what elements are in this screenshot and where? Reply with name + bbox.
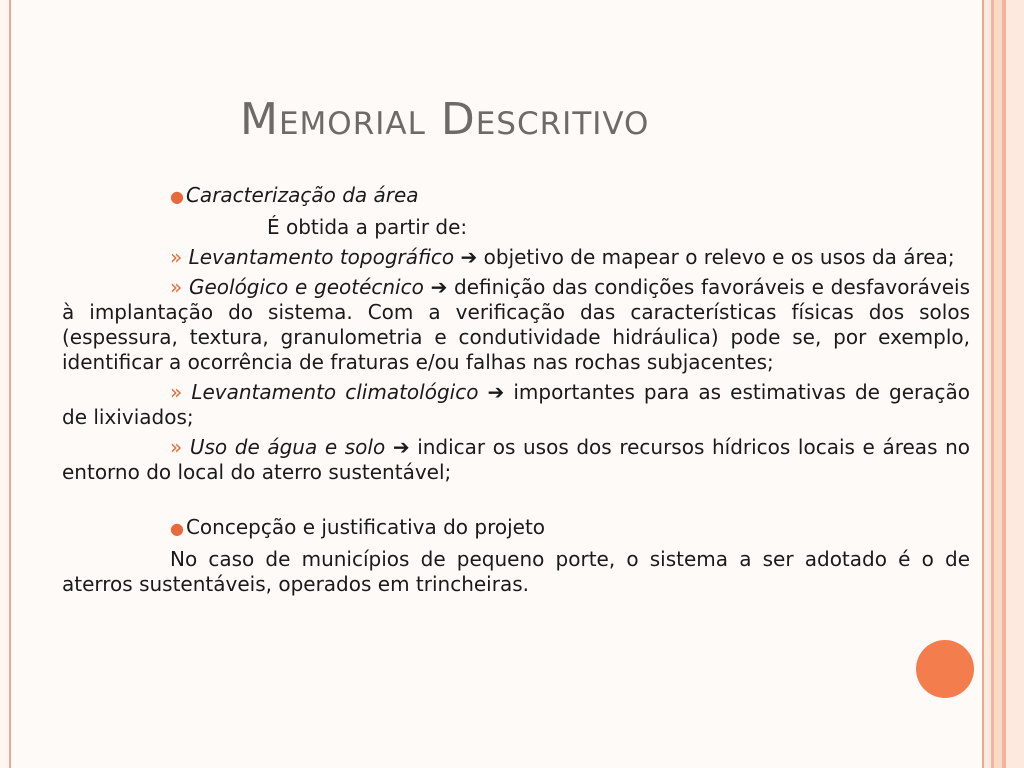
sub-item-climatologico [62, 380, 970, 430]
slide-title: Memorial Descritivo [240, 94, 650, 145]
sub-item-text: importantes para as estimativas de geração de lixiviados; [62, 380, 970, 429]
slide-body [62, 183, 970, 597]
sub-item-topografico [62, 245, 970, 270]
bullet-label: Caracterização da área [185, 183, 419, 207]
chevron-double-icon: » [170, 380, 183, 404]
page-number-badge [916, 640, 974, 698]
sub-item-text: objetivo de mapear o relevo e os usos da área; [483, 245, 955, 269]
decorative-stripes [984, 0, 1024, 768]
concepcao-text: No caso de municípios de pequeno porte, o sistema a ser adotado é o de aterros sustentáveis, operados em trincheiras. [62, 547, 970, 596]
right-arrow-icon: ➔ [487, 380, 505, 404]
right-arrow-icon: ➔ [460, 245, 478, 269]
bullet-item-caracterizacao [170, 183, 970, 209]
sub-item-term: Levantamento climatológico [191, 380, 479, 404]
stripe [1006, 0, 1024, 768]
bullet-dot-icon: ● [170, 519, 184, 538]
sub-item-geologico [62, 275, 970, 375]
sub-item-text: definição das condições favoráveis e desfavoráveis à implantação do sistema. Com a verificação das características físicas dos solos (espessura, textura, granulometria e condutividade hidráulica) pode se, por exemplo, identificar a ocorrência de fraturas e/ou falhas nas rochas subjacentes; [62, 275, 971, 374]
stripe [994, 0, 1002, 768]
bullet-dot-icon: ● [170, 187, 184, 206]
right-arrow-icon: ➔ [392, 435, 410, 459]
sub-item-text: indicar os usos dos recursos hídricos locais e áreas no entorno do local do aterro sustentável; [62, 435, 970, 484]
intro-text: É obtida a partir de: [267, 215, 468, 239]
bullet-item-concepcao [170, 515, 970, 541]
sub-item-term: Geológico e geotécnico [188, 275, 424, 299]
sub-item-term: Uso de água e solo [189, 435, 386, 459]
bullet-label: Concepção e justificativa do projeto [185, 515, 546, 539]
chevron-double-icon: » [170, 245, 183, 269]
sub-item-term: Levantamento topográfico [188, 245, 455, 269]
spacer [62, 485, 970, 515]
right-arrow-icon: ➔ [430, 275, 448, 299]
sub-item-uso-agua-solo [62, 435, 970, 485]
chevron-double-icon: » [170, 435, 183, 459]
chevron-double-icon: » [170, 275, 183, 299]
stripe [984, 0, 991, 768]
